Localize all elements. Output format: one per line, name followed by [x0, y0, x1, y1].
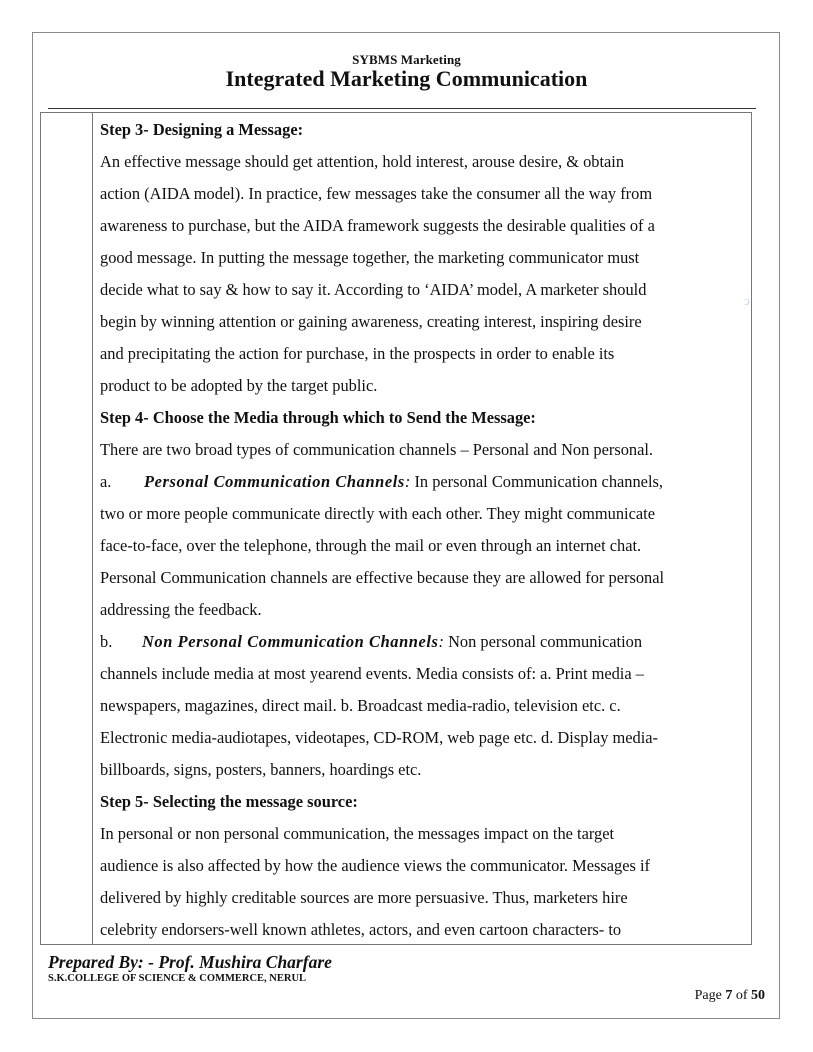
paragraph-line: channels include media at most yearend events. Media consists of: a. Print media – — [100, 664, 644, 683]
page-total: 50 — [751, 988, 765, 1003]
document-title: Integrated Marketing Communication — [225, 66, 588, 91]
paragraph-line: celebrity endorsers-well known athletes, actors, and even cartoon characters- to — [100, 920, 622, 939]
list-item-b — [100, 626, 748, 658]
document-body — [100, 114, 748, 946]
paragraph-line: face-to-face, over the telephone, through the mail or even through an internet chat. — [100, 536, 642, 555]
paragraph-line: product to be adopted by the target public. — [100, 376, 378, 395]
course-subtitle: SYBMS Marketing — [352, 52, 461, 67]
paragraph-line: awareness to purchase, but the AIDA framework suggests the desirable qualities of a — [100, 216, 655, 235]
list-item-a — [100, 466, 748, 498]
paragraph-line: begin by winning attention or gaining awareness, creating interest, inspiring desire — [100, 312, 642, 331]
column-divider — [92, 112, 93, 945]
header-divider — [48, 108, 756, 109]
step4-heading: Step 4- Choose the Media through which to Send the Message: — [100, 408, 536, 427]
list-marker-a: a. — [100, 472, 112, 491]
paragraph-line: Electronic media-audiotapes, videotapes, CD-ROM, web page etc. d. Display media- — [100, 728, 659, 747]
paragraph-line: addressing the feedback. — [100, 600, 262, 619]
paragraph-line: An effective message should get attention, hold interest, arouse desire, & obtain — [100, 152, 625, 171]
paragraph-line: decide what to say & how to say it. According to ‘AIDA’ model, A marketer should — [100, 280, 647, 299]
list-item-b-text: Non personal communication — [444, 632, 643, 651]
paragraph-line: action (AIDA model). In practice, few messages take the consumer all the way from — [100, 184, 653, 203]
term-colon: : — [438, 632, 444, 651]
paragraph-line: billboards, signs, posters, banners, hoardings etc. — [100, 760, 422, 779]
paragraph-line: and precipitating the action for purchase, in the prospects in order to enable its — [100, 344, 615, 363]
list-item-a-text: In personal Communication channels, — [410, 472, 663, 491]
term-colon: : — [404, 472, 411, 491]
step4-intro: There are two broad types of communication channels – Personal and Non personal. — [100, 440, 654, 459]
term-personal-channels: Personal Communication Channels — [144, 472, 405, 491]
page-label: Page — [694, 988, 726, 1003]
term-non-personal-channels: Non Personal Communication Channels — [142, 632, 439, 651]
paragraph-line: good message. In putting the message together, the marketing communicator must — [100, 248, 640, 267]
paragraph-line: Personal Communication channels are effective because they are allowed for personal — [100, 568, 665, 587]
paragraph-line: In personal or non personal communication, the messages impact on the target — [100, 824, 615, 843]
paragraph-line: delivered by highly creditable sources are more persuasive. Thus, marketers hire — [100, 888, 628, 907]
college-name: S.K.COLLEGE OF SCIENCE & COMMERCE, NERUL — [48, 973, 307, 984]
paragraph-line: audience is also affected by how the audience views the communicator. Messages if — [100, 856, 650, 875]
paragraph-line: newspapers, magazines, direct mail. b. Broadcast media-radio, television etc. c. — [100, 696, 621, 715]
page-of: of — [732, 988, 751, 1003]
page-current: 7 — [725, 988, 733, 1003]
page-number — [695, 988, 765, 1004]
prepared-by: Prepared By: - Prof. Mushira Charfare — [48, 952, 332, 972]
list-marker-b: b. — [100, 632, 113, 651]
step5-heading: Step 5- Selecting the message source: — [100, 792, 358, 811]
step3-heading: Step 3- Designing a Message: — [100, 120, 304, 139]
paragraph-line: two or more people communicate directly with each other. They might communicate — [100, 504, 655, 523]
scan-artifact-mark: ͻ — [744, 293, 750, 308]
